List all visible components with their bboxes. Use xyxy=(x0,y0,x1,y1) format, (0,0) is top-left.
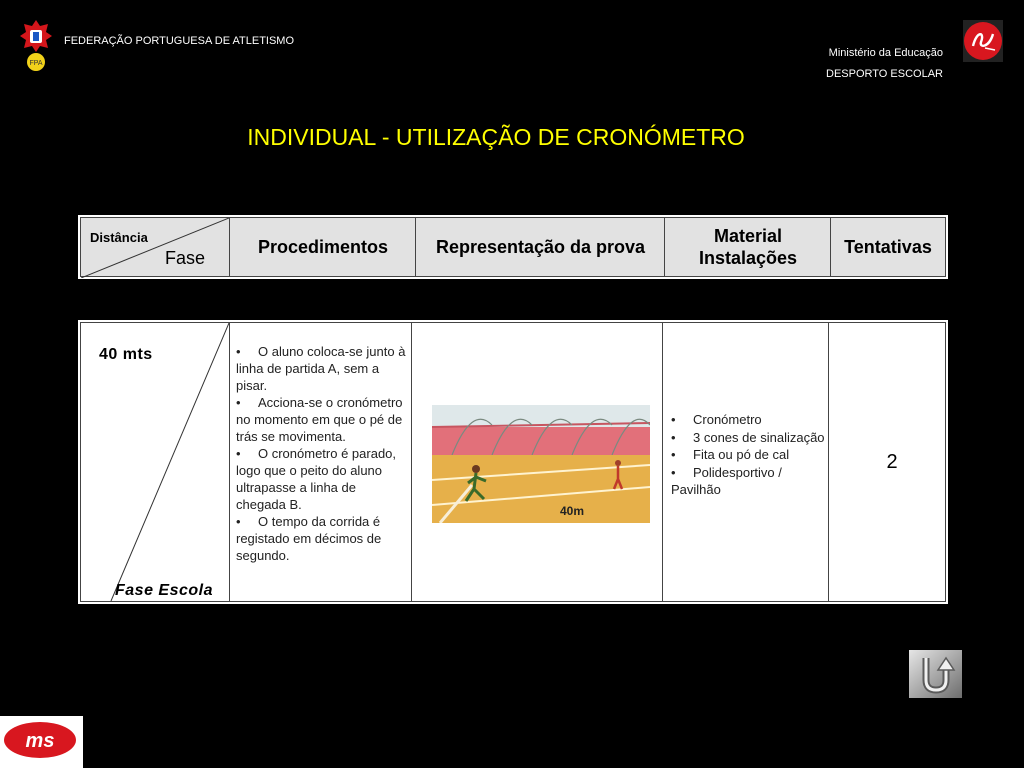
header-material-line2: Instalações xyxy=(698,248,798,268)
diagonal-divider xyxy=(81,323,229,601)
procedures-cell xyxy=(229,323,412,601)
list-item: • Cronómetro xyxy=(671,412,762,427)
svg-text:ms: ms xyxy=(25,730,55,752)
list-item: • O aluno coloca-se junto à linha de partida A, sem a pisar. xyxy=(236,344,406,393)
desporto-escolar-logo xyxy=(963,20,1003,62)
header-procedures: Procedimentos xyxy=(229,218,416,276)
phase-label: Fase xyxy=(165,248,206,268)
distance-marker: 40m xyxy=(560,504,585,518)
distance-label: Distância xyxy=(90,230,148,245)
table-header xyxy=(78,215,948,279)
race-representation-cell xyxy=(411,323,663,601)
table-row xyxy=(78,320,948,604)
header-material xyxy=(664,218,831,276)
list-item: • Acciona-se o cronómetro no momento em que o pé de trás se movimenta. xyxy=(236,395,403,444)
slide-title: INDIVIDUAL - UTILIZAÇÃO DE CRONÓMETRO xyxy=(247,124,745,150)
phase-value: Fase Escola xyxy=(115,582,213,599)
list-item: • Polidesportivo / Pavilhão xyxy=(671,464,782,497)
material-cell xyxy=(662,323,829,601)
attempts-value: 2 xyxy=(886,451,898,473)
federation-name: FEDERAÇÃO PORTUGUESA DE ATLETISMO xyxy=(64,35,295,47)
school-sport-label: DESPORTO ESCOLAR xyxy=(826,68,943,80)
list-item: • O tempo da corrida é registado em décimos de segundo. xyxy=(236,514,382,563)
svg-text:FPA: FPA xyxy=(29,60,43,67)
race-illustration xyxy=(432,405,650,523)
fpa-logo xyxy=(18,18,54,72)
procedures-list xyxy=(236,343,408,564)
distance-value: 40 mts xyxy=(99,346,153,363)
header-material-line1: Material xyxy=(713,226,783,246)
list-item: • Fita ou pó de cal xyxy=(671,447,790,462)
ministry-name: Ministério da Educação xyxy=(828,47,943,59)
materials-list xyxy=(671,411,825,499)
distance-phase-cell xyxy=(81,323,229,601)
list-item: • 3 cones de sinalização xyxy=(671,429,825,445)
list-item: • O cronómetro é parado, logo que o peito do aluno ultrapasse a linha de chegada B. xyxy=(236,446,397,512)
return-button[interactable] xyxy=(909,650,962,698)
ms-logo xyxy=(0,716,83,768)
header-attempts: Tentativas xyxy=(830,218,945,276)
attempts-cell xyxy=(828,323,945,601)
ministry-block xyxy=(826,43,943,85)
header-representation: Representação da prova xyxy=(415,218,665,276)
distance-phase-header xyxy=(81,218,229,276)
